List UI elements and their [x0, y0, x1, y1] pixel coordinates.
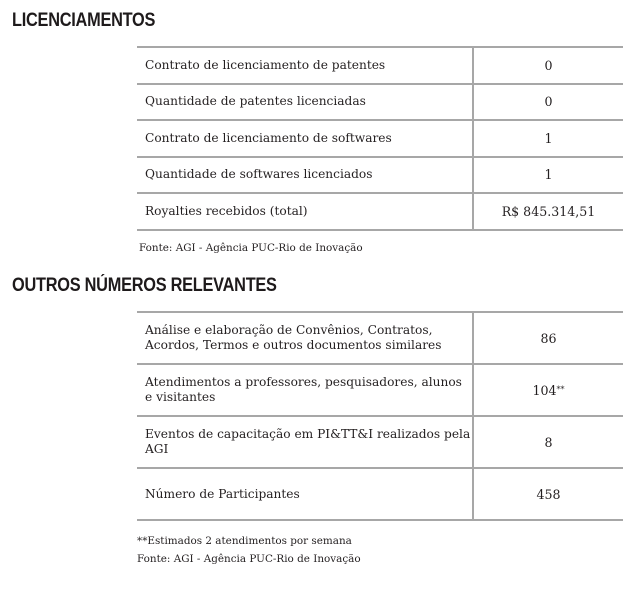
table-row [137, 121, 623, 158]
table-row [137, 311, 623, 365]
row-value: 1 [544, 130, 553, 146]
row-value [474, 313, 623, 363]
value-number: 86 [540, 330, 557, 346]
outros-heading: OUTROS NÚMEROS RELEVANTES [12, 275, 277, 296]
value-mark: ** [556, 384, 565, 394]
outros-table [137, 311, 623, 521]
row-value [474, 417, 623, 467]
row-label: Eventos de capacitação em PI&TT&I realizados pela AGI [137, 417, 474, 467]
row-value [474, 469, 623, 519]
licenciamentos-table [137, 46, 623, 231]
outros-footnote: **Estimados 2 atendimentos por semana [137, 535, 352, 547]
value-number: 458 [536, 486, 561, 502]
row-label: Quantidade de patentes licenciadas [137, 85, 474, 120]
outros-source: Fonte: AGI - Agência PUC-Rio de Inovação [137, 553, 361, 565]
row-label: Quantidade de softwares licenciados [137, 158, 474, 193]
value-number: 104 [532, 382, 557, 398]
table-row [137, 365, 623, 417]
row-label: Royalties recebidos (total) [137, 194, 474, 229]
table-row [137, 469, 623, 521]
row-label: Contrato de licenciamento de patentes [137, 48, 474, 83]
table-row [137, 46, 623, 85]
row-label: Análise e elaboração de Convênios, Contratos, Acordos, Termos e outros documentos similares [137, 313, 474, 363]
row-label: Atendimentos a professores, pesquisadores, alunos e visitantes [137, 365, 474, 415]
table-row [137, 194, 623, 231]
row-label: Contrato de licenciamento de softwares [137, 121, 474, 156]
row-value: R$ 845.314,51 [501, 203, 596, 219]
value-number: 8 [544, 434, 553, 450]
licenciamentos-heading: LICENCIAMENTOS [12, 10, 156, 31]
licenciamentos-source: Fonte: AGI - Agência PUC-Rio de Inovação [139, 242, 363, 254]
table-row [137, 417, 623, 469]
table-row [137, 85, 623, 122]
table-row [137, 158, 623, 195]
row-label: Número de Participantes [137, 469, 474, 519]
row-value: 0 [544, 57, 553, 73]
row-value [474, 365, 623, 415]
row-value: 0 [544, 94, 553, 110]
row-value: 1 [544, 167, 553, 183]
